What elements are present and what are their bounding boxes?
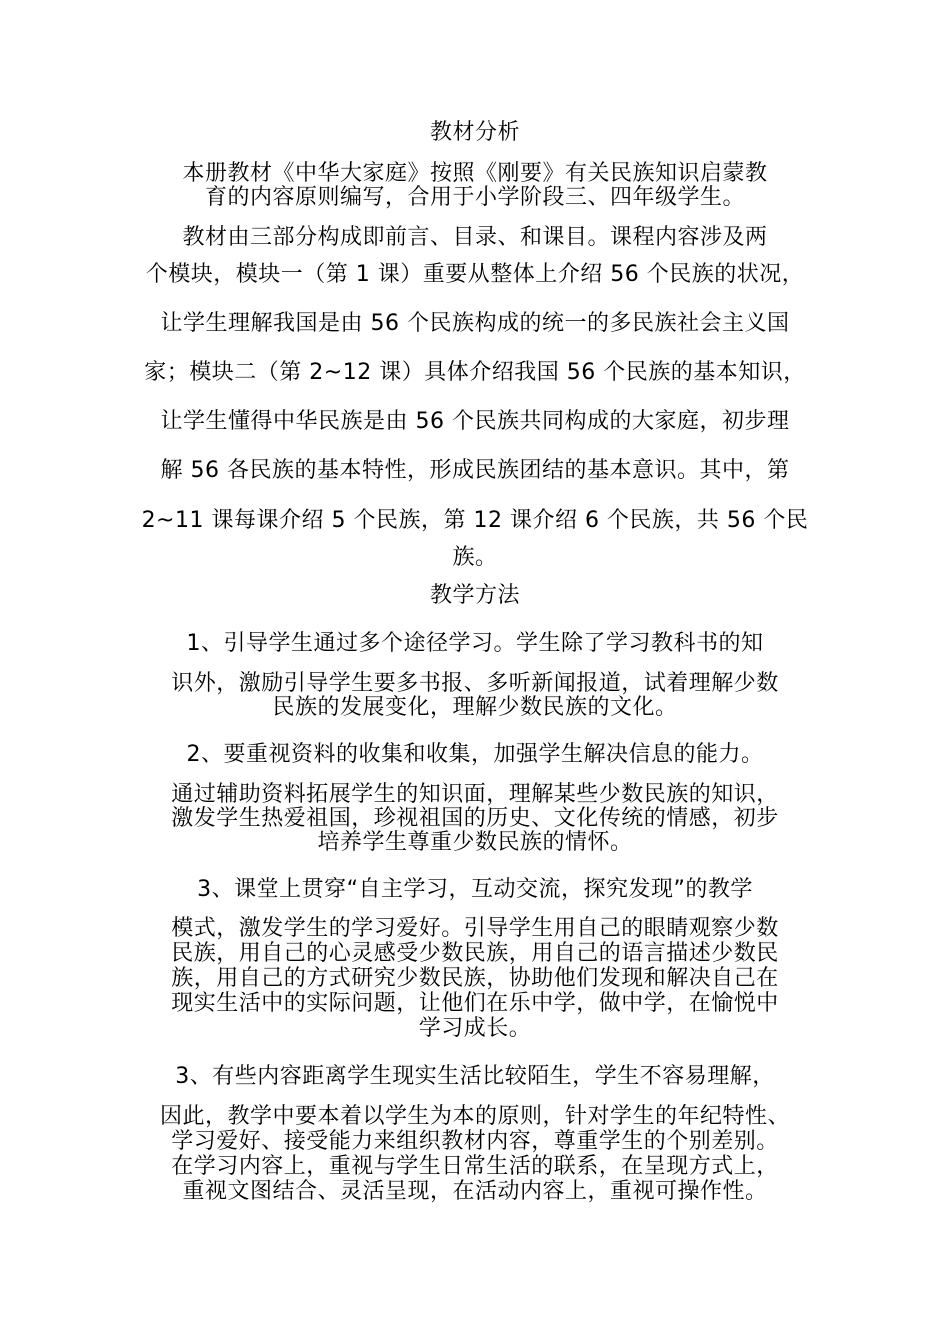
- paragraph-line: 教材由三部分构成即前言、目录、和课目。课程内容涉及两: [182, 225, 768, 250]
- paragraph-line: 识外，激励引导学生要多书报、多听新闻报道，试着理解少数: [171, 671, 779, 696]
- paragraph-line: 1、引导学生通过多个途径学习。学生除了学习教科书的知: [186, 631, 764, 656]
- paragraph-line: 民族的发展变化，理解少数民族的文化。: [272, 695, 678, 720]
- paragraph-line: 个模块，模块一（第 1 课）重要从整体上介绍 56 个民族的状况，: [145, 262, 805, 287]
- paragraph-line: 3、课堂上贯穿“自主学习，互动交流，探究发现”的教学: [197, 877, 753, 902]
- paragraph-line: 族，用自己的方式研究少数民族，协助他们发现和解决自己在: [171, 966, 779, 991]
- section-title-teaching-methods: 教学方法: [429, 583, 520, 608]
- paragraph-line: 学习成长。: [418, 1016, 532, 1041]
- paragraph-line: 本册教材《中华大家庭》按照《刚要》有关民族知识启蒙教: [182, 161, 768, 186]
- paragraph-line: 家；模块二（第 2~12 课）具体介绍我国 56 个民族的基本知识，: [144, 360, 806, 385]
- paragraph-line: 2、要重视资料的收集和收集，加强学生解决信息的能力。: [186, 742, 764, 767]
- paragraph-line: 在学习内容上，重视与学生日常生活的联系，在呈现方式上，: [171, 1154, 779, 1179]
- paragraph-line: 2~11 课每课介绍 5 个民族，第 12 课介绍 6 个民族，共 56 个民: [141, 508, 809, 533]
- paragraph-line: 族。: [452, 545, 498, 570]
- paragraph-line: 模式，激发学生的学习爱好。引导学生用自己的眼睛观察少数: [171, 916, 779, 941]
- paragraph-line: 重视文图结合、灵活呈现，在活动内容上，重视可操作性。: [182, 1179, 768, 1204]
- paragraph-line: 培养学生尊重少数民族的情怀。: [317, 830, 633, 855]
- paragraph-line: 民族，用自己的心灵感受少数民族，用自己的语言描述少数民: [171, 941, 779, 966]
- paragraph-line: 通过辅助资料拓展学生的知识面，理解某些少数民族的知识，: [171, 782, 779, 807]
- paragraph-line: 激发学生热爱祖国，珍视祖国的历史、文化传统的情感，初步: [171, 806, 779, 831]
- paragraph-line: 让学生懂得中华民族是由 56 个民族共同构成的大家庭，初步理: [160, 409, 790, 434]
- paragraph-line: 解 56 各民族的基本特性，形成民族团结的基本意识。其中，第: [160, 458, 790, 483]
- paragraph-line: 学习爱好、接受能力来组织教材内容，尊重学生的个别差别。: [171, 1129, 779, 1154]
- paragraph-line: 育的内容原则编写，合用于小学阶段三、四年级学生。: [204, 185, 745, 210]
- paragraph-line: 3、有些内容距离学生现实生活比较陌生，学生不容易理解，: [175, 1064, 775, 1089]
- section-title-material-analysis: 教材分析: [429, 120, 520, 145]
- paragraph-line: 因此，教学中要本着以学生为本的原则，针对学生的年纪特性、: [159, 1104, 790, 1129]
- paragraph-line: 现实生活中的实际问题，让他们在乐中学，做中学，在愉悦中: [171, 991, 779, 1016]
- paragraph-line: 让学生理解我国是由 56 个民族构成的统一的多民族社会主义国: [160, 311, 790, 336]
